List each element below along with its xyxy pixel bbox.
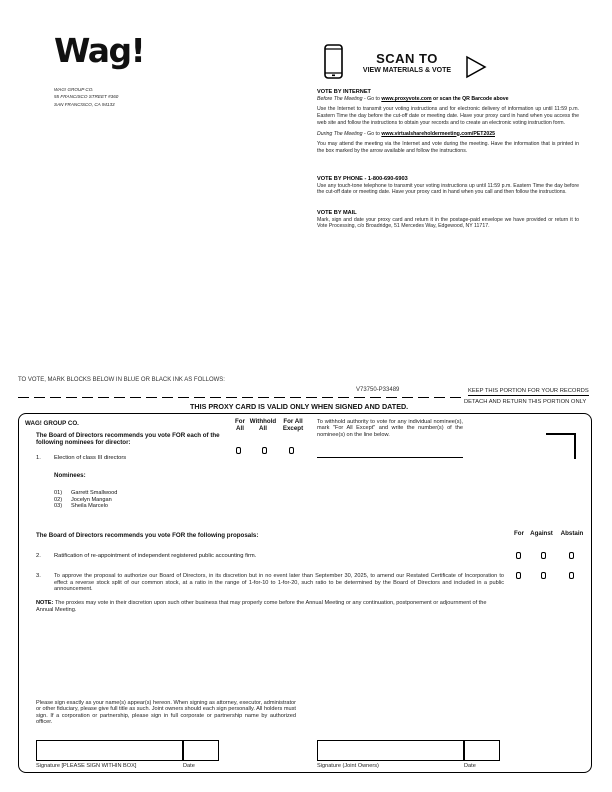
scan-title: SCAN TO (376, 51, 438, 66)
vote-phone-body: Use any touch-tone telephone to transmit your voting instructions up until 11:59 p.m. Eastern Time the day before the cut-off date or meeting date. Have your proxy card in hand when you call and then follow the instructions. (317, 182, 579, 196)
vote-mail-body: Mark, sign and date your proxy card and return it in the postage-paid envelope we have provided or return it to Vote Processing, c/o Broadridge, 51 Mercedes Way, Edgewood, NY 11717. (317, 216, 579, 230)
col-against: Against (530, 530, 553, 537)
withhold-instructions: To withhold authority to vote for any individual nominee(s), mark "For All Except" and write the number(s) of the nominee(s) on the line below. (317, 419, 463, 438)
nominees-label: Nominees: (54, 472, 86, 479)
radio-proposal-2-against[interactable] (541, 552, 546, 559)
text: - Go to (362, 95, 382, 102)
col-label: For (235, 418, 245, 425)
vote-by-mail-section (317, 210, 579, 234)
card-company-name: WAG! GROUP CO. (25, 420, 79, 427)
address-line: WAG! GROUP CO. (54, 87, 94, 92)
date-label: Date (183, 763, 195, 769)
note-text: The proxies may vote in their discretion upon such other business that may properly come before the Annual Meeting or any continuation, postponement or adjournment of the Annual Meeting. (36, 600, 487, 613)
nominee-name: Sheila Marcelo (71, 503, 108, 510)
radio-proposal-2-for[interactable] (516, 552, 521, 559)
address-line: SAN FRANCISCO, CA 94133 (54, 101, 115, 107)
proposal-3-text: To approve the proposal to authorize our Board of Directors, in its discretion but in no event later than September 30, 2025, to amend our Restated Certificate of Incorporation to effect a reverse stock split of our common stock, at a ratio in the range of 1-for-10 to 1-for-20, such ratio to be determined by the Board of Directors and included in a public announcement. (54, 573, 504, 593)
col-for-all (232, 419, 248, 432)
item-1-text: Election of class III directors (54, 455, 127, 461)
radio-for-all[interactable] (236, 447, 241, 454)
nominee-item (54, 497, 117, 504)
before-meeting-body: Use the Internet to transmit your voting instructions and for electronic delivery of information up until 11:59 p.m. Eastern Time the day before the cut-off date or meeting date. Have your proxy card in hand when you access the web site and follow the instructions to obtain your records and to create an electronic voting instruction form. (317, 106, 579, 126)
text: - Go to (362, 130, 382, 137)
qr-text: or scan the QR Barcode above (431, 95, 509, 102)
date-box[interactable] (182, 740, 219, 761)
proposal-2-text: Ratification of re-appointment of independent registered public accounting firm. (54, 553, 257, 559)
radio-withhold-all[interactable] (262, 447, 267, 454)
proposal-3-number: 3. (36, 573, 41, 579)
note-label: NOTE: (36, 600, 54, 606)
control-number: V73750-P33489 (356, 387, 400, 393)
joint-signature-box[interactable] (317, 740, 465, 761)
col-abstain: Abstain (560, 530, 584, 537)
smartphone-icon (324, 44, 343, 79)
scan-subtitle: VIEW MATERIALS & VOTE (362, 67, 452, 74)
keep-portion-label: KEEP THIS PORTION FOR YOUR RECORDS (468, 388, 589, 394)
director-recommendation: The Board of Directors recommends you vote FOR each of the following nominees for director: (36, 432, 220, 446)
scan-banner (352, 52, 462, 75)
address-line: 55 FRANCISCO STREET #360 (54, 94, 119, 100)
note (36, 600, 504, 613)
col-for-all-except (279, 419, 307, 432)
radio-for-all-except[interactable] (289, 447, 294, 454)
detach-portion-label: DETACH AND RETURN THIS PORTION ONLY (464, 399, 587, 405)
radio-proposal-3-for[interactable] (516, 572, 521, 579)
proxyvote-link[interactable]: www.proxyvote.com (381, 95, 432, 102)
valid-notice: THIS PROXY CARD IS VALID ONLY WHEN SIGNED AND DATED. (190, 402, 409, 411)
signature-box[interactable] (36, 740, 184, 761)
col-label: All (259, 424, 267, 432)
col-label: Withhold (249, 418, 277, 425)
mark-blocks-instruction: TO VOTE, MARK BLOCKS BELOW IN BLUE OR BLACK INK AS FOLLOWS: (18, 377, 225, 383)
proposals-recommendation: The Board of Directors recommends you vote FOR the following proposals: (36, 532, 259, 539)
radio-proposal-3-abstain[interactable] (569, 572, 574, 579)
col-label: All (236, 424, 244, 432)
nominee-item (54, 490, 117, 497)
detach-line (18, 397, 466, 398)
during-meeting-body: You may attend the meeting via the Internet and vote during the meeting. Have the information that is printed in the box marked by the arrow available and follow the instructions. (317, 141, 579, 154)
except-nominee-input[interactable] (317, 457, 463, 458)
vote-by-phone-section (317, 176, 579, 200)
vote-internet-heading: VOTE BY INTERNET (317, 89, 371, 95)
joint-date-box[interactable] (463, 740, 500, 761)
company-logo: Wag! (54, 31, 145, 70)
joint-date-label: Date (464, 763, 476, 769)
before-meeting-label: Before The Meeting (317, 95, 363, 102)
nominee-item (54, 503, 117, 510)
radio-proposal-3-against[interactable] (541, 572, 546, 579)
vote-phone-heading: VOTE BY PHONE - 1-800-690-6903 (317, 176, 408, 182)
vote-by-internet-section (317, 89, 579, 159)
during-meeting-label: During The Meeting (317, 130, 363, 137)
col-withhold-all (247, 419, 279, 432)
nominee-list (54, 490, 117, 510)
joint-signature-label: Signature (Joint Owners) (317, 763, 379, 769)
radio-proposal-2-abstain[interactable] (569, 552, 574, 559)
col-label: For All (283, 418, 303, 425)
proposal-2-number: 2. (36, 553, 41, 559)
company-address (54, 86, 118, 108)
nominee-name: Garrett Smallwood (71, 490, 118, 496)
col-for: For (514, 530, 524, 537)
virtual-meeting-link[interactable]: www.virtualshareholdermeeting.com/PET2025 (381, 130, 495, 137)
nominee-name: Jocelyn Mangan (71, 496, 112, 503)
item-1-number: 1. (36, 455, 41, 461)
corner-mark (546, 433, 576, 459)
play-arrow-icon (465, 55, 487, 79)
nominee-number: 01) (54, 490, 63, 496)
nominee-number: 03) (54, 503, 63, 510)
nominee-number: 02) (54, 496, 63, 503)
signature-label: Signature [PLEASE SIGN WITHIN BOX] (36, 763, 137, 769)
sign-instructions: Please sign exactly as your name(s) appear(s) hereon. When signing as attorney, executor, administrator or other fiduciary, please give full title as such. Joint owners should each sign personally. All holders must sign. If a corporation or partnership, please sign in full corporate or partnership name by authorized officer. (36, 700, 296, 726)
vote-mail-heading: VOTE BY MAIL (317, 210, 357, 216)
col-label: Except (282, 424, 304, 432)
